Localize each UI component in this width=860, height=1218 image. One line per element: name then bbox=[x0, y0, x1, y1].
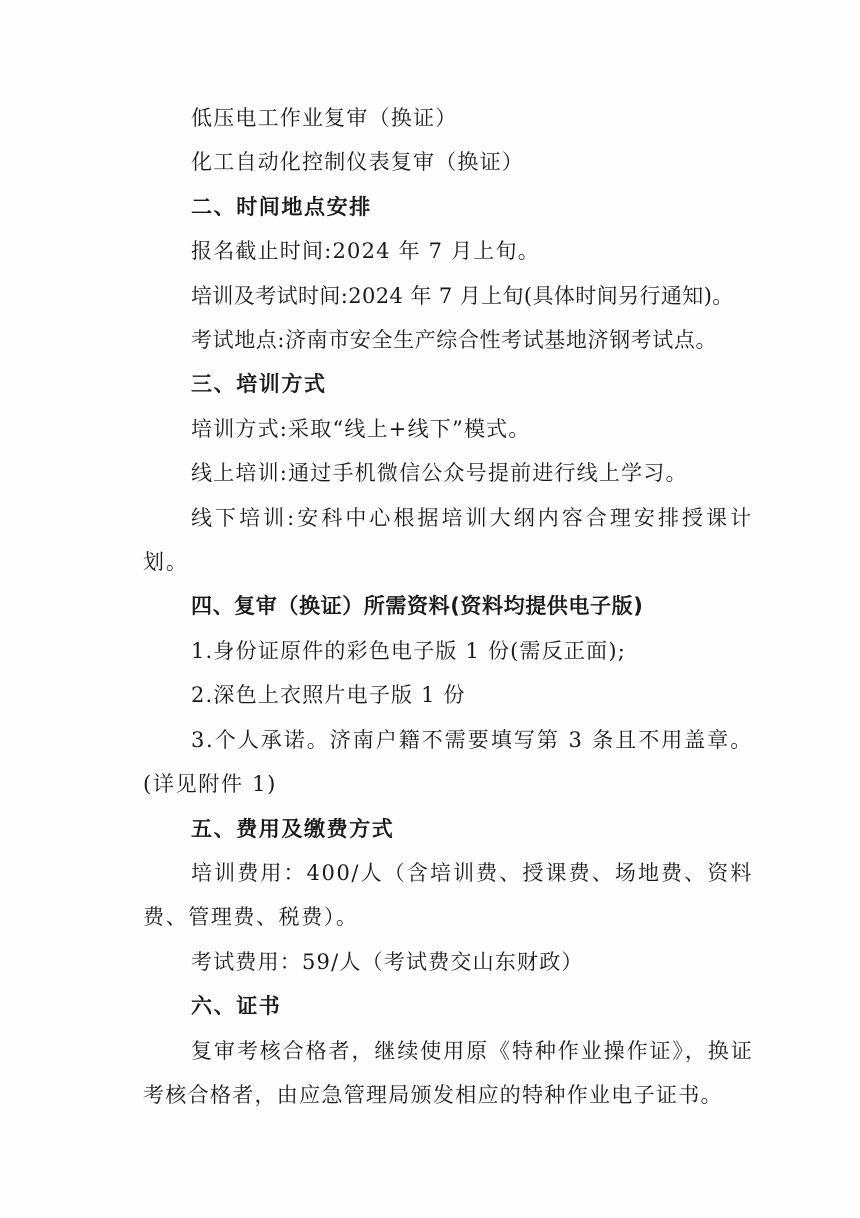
section-heading-training-method: 三、培训方式 bbox=[191, 372, 327, 397]
material-id-card: 1.身份证原件的彩色电子版 1 份(需反正面); bbox=[191, 638, 627, 663]
section-heading-certificate: 六、证书 bbox=[191, 994, 282, 1019]
section-heading-schedule: 二、时间地点安排 bbox=[191, 194, 372, 219]
online-training: 线上培训:通过手机微信公众号提前进行线上学习。 bbox=[191, 461, 688, 486]
exam-fee: 考试费用：59/人（考试费交山东财政） bbox=[191, 949, 584, 974]
document-body bbox=[143, 96, 753, 1117]
material-photo: 2.深色上衣照片电子版 1 份 bbox=[191, 683, 466, 708]
material-commitment: 3.个人承诺。济南户籍不需要填写第 3 条且不用盖章。(详见附件 1) bbox=[143, 727, 753, 797]
registration-deadline: 报名截止时间:2024 年 7 月上旬。 bbox=[191, 239, 540, 264]
course-item-low-voltage: 低压电工作业复审（换证） bbox=[191, 106, 458, 130]
training-exam-time: 培训及考试时间:2024 年 7 月上旬(具体时间另行通知)。 bbox=[191, 283, 734, 308]
training-method: 培训方式:采取“线上+线下”模式。 bbox=[191, 416, 531, 441]
training-fee: 培训费用：400/人（含培训费、授课费、场地费、资料费、管理费、税费）。 bbox=[143, 860, 753, 930]
section-heading-fees: 五、费用及缴费方式 bbox=[191, 816, 395, 841]
certificate-description: 复审考核合格者，继续使用原《特种作业操作证》，换证考核合格者，由应急管理局颁发相应的特种作业电子证书。 bbox=[143, 1038, 753, 1107]
exam-location: 考试地点:济南市安全生产综合性考试基地济钢考试点。 bbox=[191, 328, 718, 353]
course-item-chemical-automation: 化工自动化控制仪表复审（换证） bbox=[191, 150, 524, 175]
section-heading-materials: 四、复审（换证）所需资料(资料均提供电子版) bbox=[191, 594, 644, 619]
offline-training: 线下培训:安科中心根据培训大纲内容合理安排授课计划。 bbox=[143, 505, 753, 575]
